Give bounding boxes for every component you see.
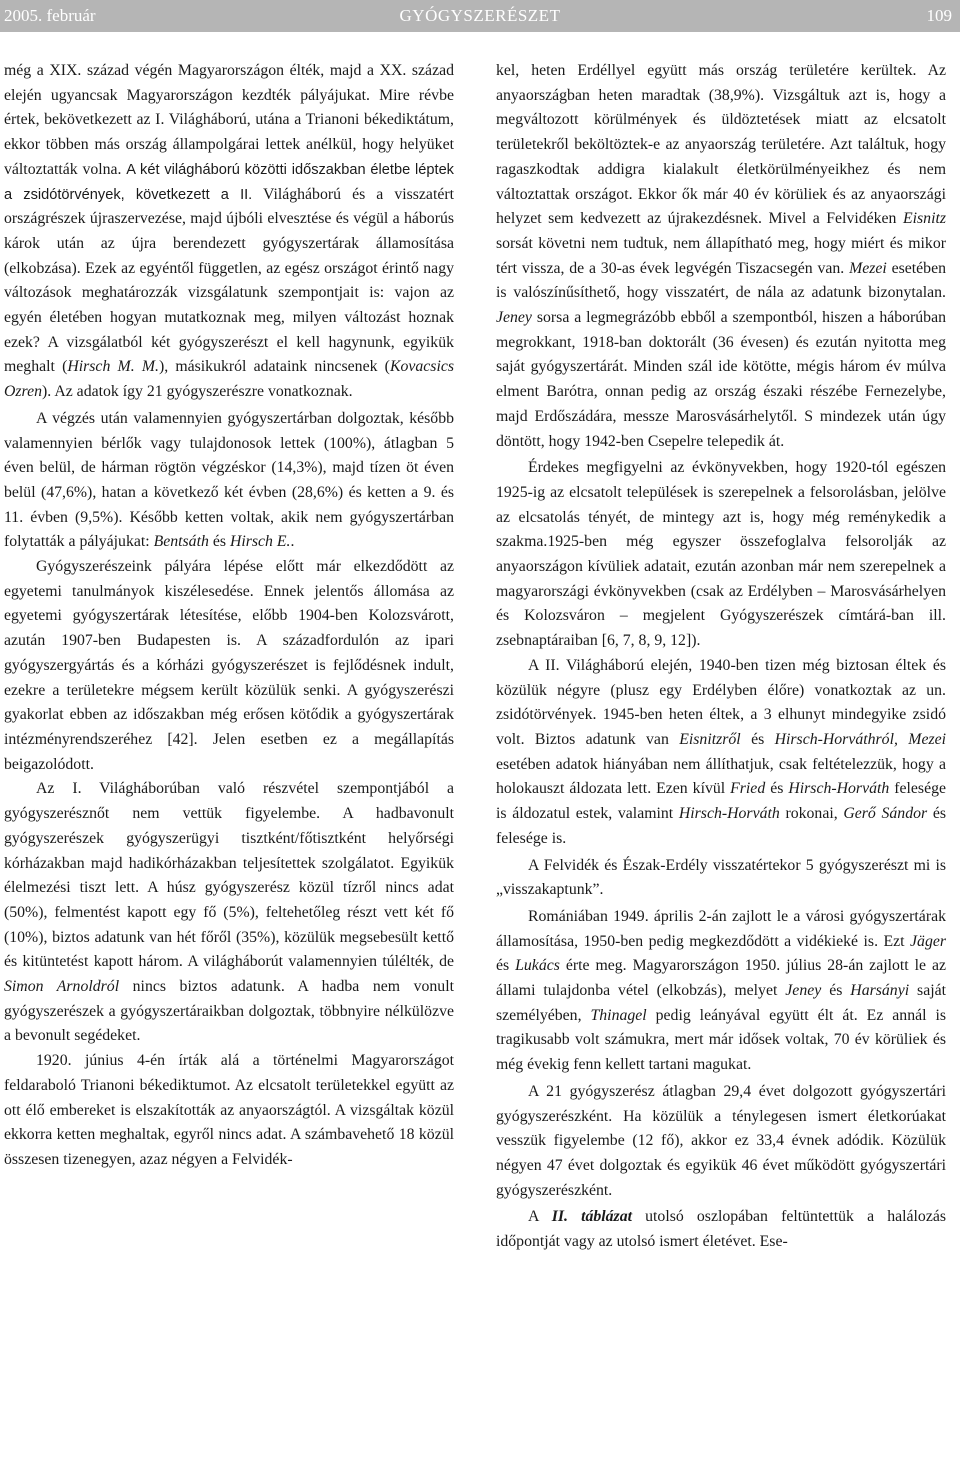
right-column (496, 59, 946, 1255)
paragraph: még a XIX. század végén Magyarországon élték, majd a XX. század elején ugyancsak Magyarországon kezdték pályájukat. Mire révbe értek, bekövetkezett az I. Világháború, utána a Trianoni békediktátum, ekkor többen más ország állampolgárai lettek anélkül, hogy helyüket változtatták volna. A két világháború közötti időszakban életbe léptek a zsidótörvények, következett a II. Világháború és a visszatért országrészek újraszervezése, majd újbóli elvesztése és végül a háborús károk után az újra berendezett gyógyszertárak államosítása (elkobzása). Ezek az egyéntől független, az egész országot érintő nagy változások meghatározzák vizsgálatunk szempontjait is: vajon az egyén életében hogyan mutatkoznak meg, milyen változást hoznak ezek? A vizsgálatból két gyógyszerészt el kell hagynunk, egyikük meghalt (Hirsch M. M.), másikukról adataink nincsenek (Kovacsics Ozren). Az adatok így 21 gyógyszerészre vonatkoznak. (4, 62, 454, 401)
paragraph: Az I. Világháborúban való részvétel szempontjából a gyógyszerésznőt nem vettük figyelembe. A hadbavonult gyógyszerészek gyógyszerügyi tisztként/főtisztként helyőrségi kórházakban majd hadikórházakban teljesítettek szolgálatot. Egyikük élelmezési tiszt lett. A húsz gyógyszerész közül tízről nincs adat (50%), felmentést kapott egy fő (5%), feltehetőleg részt vett két fő (10%), biztos adatunk van hét főről (35%), közülük megsebesült kettő és kitüntetést kapott három. A világháborút valamennyien túlélték, de Simon Arnoldról nincs biztos adatunk. A hadba nem vonult gyógyszerészek a gyógyszertáraikban dolgoztak, többnyire nélkülözve a bevonult segédeket. (4, 780, 454, 1045)
issue-date: 2005. február (4, 6, 96, 25)
paragraph: 1920. június 4-én írták alá a történelmi Magyarországot feldaraboló Trianoni békediktumot. Az elcsatolt területekkel együtt az ott élő embereket is elszakították az anyaországtól. A vizsgáltak közül ekkorra ketten meghaltak, egyről nincs adat. A számbavehető 18 közül összesen tizenegyen, azaz négyen a Felvidék- (4, 1052, 454, 1168)
page-number: 109 (926, 6, 952, 25)
paragraph: A II. táblázat utolsó oszlopában feltüntettük a halálozás időpontját vagy az utolsó ismert életévet. Ese- (496, 1208, 946, 1251)
paragraph: Gyógyszerészeink pályára lépése előtt már elkezdődött az egyetemi tanulmányok kiszélesedése. Ennek jelentős állomása az egyetemi gyógyszertárak létesítése, előbb 1904-ben Kolozsvárott, azután 1907-ben Budapesten is. A századfordulón az ipari gyógyszergyártás és a kórházi gyógyszerészet is fejlődésnek indult, ezekre a területekre mégsem került közülük senki. A gyógyszerészi gyakorlat ebben az időszakban még erősen kötődik a gyógyszertárak intézményrendszeréhez [42]. Jelen esetben ez a megállapítás beigazolódott. (4, 558, 454, 773)
paragraph: A Felvidék és Észak-Erdély visszatértekor 5 gyógyszerészt mi is „visszakaptunk”. (496, 856, 946, 899)
paragraph: A végzés után valamennyien gyógyszertárban dolgoztak, később valamennyien bérlők vagy tulajdonosok lettek (100%), átlagban 5 éven belül, de hárman rögtön végzéskor (14,3%), majd tízen öt éven belül (47,6%), hatan a következő két évben (28,6%) és ketten a 9. és 11. évben (9,5%). Később ketten voltak, akik nem gyógyszertárban folytatták a pályájukat: Bentsáth és Hirsch E.. (4, 409, 454, 551)
journal-title: GYÓGYSZERÉSZET (399, 6, 561, 25)
paragraph: kel, heten Erdéllyel együtt más ország területére kerültek. Az anyaországban heten maradtak (38,9%). Vizsgáltuk azt is, hogy a megváltozott körülmények és üldöztetések miatt az elcsatolt területekről beköltöztek-e az anyaország területére. Azt találtuk, hogy ragaszkodtak addigra kialakult életkörülményeikhez és nem változtattak országot. Ekkor ők már 40 év körüliek és az anyaországi helyzet sem kedvezett az újrakezdésnek. Mivel a Felvidéken Eisnitz sorsát követni nem tudtuk, nem állapítható meg, hogy miért és mikor tért vissza, de a 30-as évek legvégén Tiszacsegén van. Mezei esetében is valószínűsíthető, hogy visszatért, de nála az adatunk bizonytalan. Jeney sorsa a legmegrázóbb ebből a szempontból, hiszen a háborúban megrokkant, 1918-ban doktorált (36 évesen) és ezután nyitotta meg saját gyógyszertárát. Minden szál ide kötötte, mégis három év múlva elment Barótra, onnan pedig az ország északi részébe Fernezelybe, majd Erdőszádára, messze Marosvásárhelytől. S mindezek után úgy döntött, hogy 1942-ben Csepelre telepedik át. (496, 62, 946, 450)
running-header (0, 0, 960, 32)
left-column (4, 59, 454, 1173)
paragraph: A 21 gyógyszerész átlagban 29,4 évet dolgozott gyógyszertári gyógyszerészként. Ha közülük a ténylegesen ismert életkorúakat vesszük figyelembe (12 fő), akkor ez 33,4 évnek adódik. Közülük négyen 47 évet dolgoztak és egyikük 46 évet működött gyógyszertári gyógyszerészként. (496, 1082, 946, 1199)
paragraph: A II. Világháború elején, 1940-ben tizen még biztosan éltek és közülük négyre (plusz egy Erdélyben élőre) vonatkoztak az un. zsidótörvények. 1945-ben heten éltek, a 3 elhunyt mindegyike zsidó volt. Biztos adatunk van Eisnitzről és Hirsch-Horváthról, Mezei esetében adatok hiányában nem állíthatjuk, csak feltételezzük, hogy a holokauszt áldozata lett. Ezen kívül Fried és Hirsch-Horváth felesége is áldozatul estek, valamint Hirsch-Horváth rokonai, Gerő Sándor és felesége is. (496, 656, 947, 847)
paragraph: Romániában 1949. április 2-án zajlott le a városi gyógyszertárak államosítása, 1950-ben pedig megkezdődött a vidékieké is. Ezt Jäger és Lukács érte meg. Magyarországon 1950. július 28-án zajlott le az állami tulajdonba vétel (elkobzás), melyet Jeney és Harsányi saját személyében, Thinagel pedig leányával együtt élt át. Ez annál is tragikusabb volt számukra, mert már idősek voltak, 70 év körüliek és még évekig fenn kellett tartani magukat. (496, 907, 946, 1074)
paragraph: Érdekes megfigyelni az évkönyvekben, hogy 1920-tól egészen 1925-ig az elcsatolt települések is szerepelnek a felsorolásban, jelölve az elcsatolás tényét, de mintegy azt is, hogy még reménykedik a szakma.1925-ben még egyszer összefoglalva felsorolják az anyaországon kívüliek adatait, ezután azonban már nem szerepelnek a magyarországi évkönyvekben (csak az Erdélyben – Marosvásárhelyen és Kolozsváron – megjelent Gyógyszerészek címtárá-ban ill. zsebnaptáraiban [6, 7, 8, 9, 12]). (496, 459, 946, 650)
